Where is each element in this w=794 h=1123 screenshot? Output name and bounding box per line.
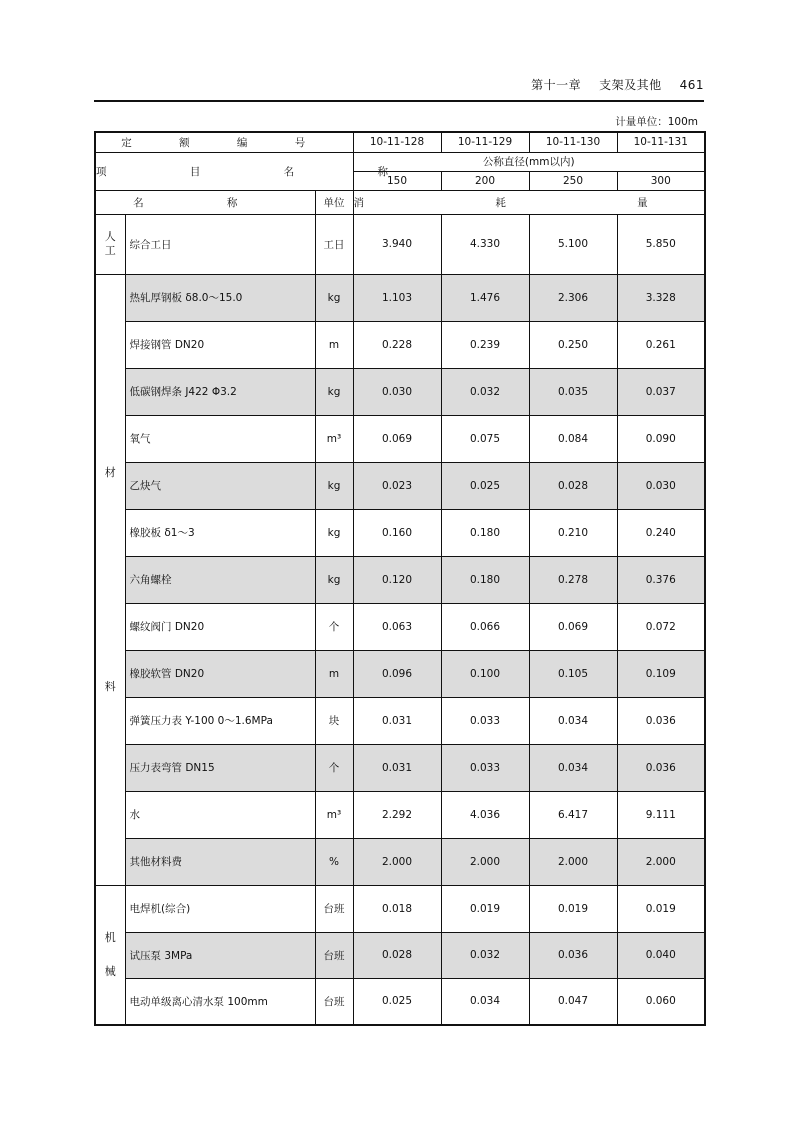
measurement-unit-note: 计量单位：100m xyxy=(615,116,698,128)
consumption-value: 0.025 xyxy=(441,462,529,509)
item-unit: m³ xyxy=(315,415,353,462)
item-name: 氧气 xyxy=(125,415,315,462)
table-row xyxy=(95,274,705,321)
item-unit: 个 xyxy=(315,603,353,650)
consumption-value: 0.160 xyxy=(353,509,441,556)
item-name: 电焊机(综合) xyxy=(125,885,315,932)
category-cell xyxy=(95,274,125,885)
item-name: 其他材料费 xyxy=(125,838,315,885)
table-row xyxy=(95,978,705,1025)
quota-code: 10-11-130 xyxy=(529,132,617,152)
item-unit: % xyxy=(315,838,353,885)
item-unit: m xyxy=(315,321,353,368)
diameter-header-row xyxy=(95,152,705,171)
consumption-value: 0.228 xyxy=(353,321,441,368)
consumption-value: 2.306 xyxy=(529,274,617,321)
quota-code: 10-11-131 xyxy=(617,132,705,152)
consumption-value: 0.036 xyxy=(529,932,617,978)
item-name: 综合工日 xyxy=(125,214,315,274)
table-row xyxy=(95,415,705,462)
quota-code: 10-11-128 xyxy=(353,132,441,152)
category-label: 机 xyxy=(104,930,116,944)
consumption-value: 4.330 xyxy=(441,214,529,274)
consumption-value: 0.019 xyxy=(529,885,617,932)
consumption-value: 0.036 xyxy=(617,697,705,744)
page-number: 461 xyxy=(679,78,704,92)
item-unit: m xyxy=(315,650,353,697)
item-name: 橡胶软管 DN20 xyxy=(125,650,315,697)
consumption-value: 0.035 xyxy=(529,368,617,415)
column-header-row xyxy=(95,190,705,214)
consumption-value: 0.109 xyxy=(617,650,705,697)
table-row xyxy=(95,650,705,697)
item-name: 水 xyxy=(125,791,315,838)
category-label: 料 xyxy=(104,679,116,693)
table-row xyxy=(95,791,705,838)
item-name: 橡胶板 δ1～3 xyxy=(125,509,315,556)
consumption-value: 0.066 xyxy=(441,603,529,650)
category-cell xyxy=(95,885,125,1025)
table-row xyxy=(95,885,705,932)
consumption-value: 0.084 xyxy=(529,415,617,462)
consumption-value: 0.278 xyxy=(529,556,617,603)
consumption-value: 0.028 xyxy=(353,932,441,978)
name-column-header: 名 称 xyxy=(95,190,315,214)
item-name: 试压泵 3MPa xyxy=(125,932,315,978)
table-row xyxy=(95,214,705,274)
diameter-value: 200 xyxy=(441,171,529,190)
section-title: 支架及其他 xyxy=(599,78,662,92)
consumption-value: 2.000 xyxy=(529,838,617,885)
table-row xyxy=(95,603,705,650)
category-label: 人 xyxy=(104,230,116,243)
category-label: 械 xyxy=(104,964,116,978)
consumption-value: 5.850 xyxy=(617,214,705,274)
table-row xyxy=(95,838,705,885)
page-header xyxy=(94,76,704,100)
item-unit: kg xyxy=(315,556,353,603)
item-name: 低碳钢焊条 J422 Φ3.2 xyxy=(125,368,315,415)
item-unit: kg xyxy=(315,274,353,321)
consumption-value: 0.250 xyxy=(529,321,617,368)
consumption-value: 0.034 xyxy=(529,744,617,791)
consumption-value: 0.031 xyxy=(353,697,441,744)
consumption-value: 0.072 xyxy=(617,603,705,650)
consumption-value: 0.239 xyxy=(441,321,529,368)
item-unit: kg xyxy=(315,368,353,415)
category-cell xyxy=(95,214,125,274)
consumption-value: 0.075 xyxy=(441,415,529,462)
table-row xyxy=(95,462,705,509)
item-unit: 块 xyxy=(315,697,353,744)
consumption-value: 0.037 xyxy=(617,368,705,415)
consumption-value: 3.328 xyxy=(617,274,705,321)
item-unit: 台班 xyxy=(315,932,353,978)
consumption-column-header: 消 耗 量 xyxy=(353,190,705,214)
consumption-value: 3.940 xyxy=(353,214,441,274)
item-name: 压力表弯管 DN15 xyxy=(125,744,315,791)
item-name: 弹簧压力表 Y-100 0～1.6MPa xyxy=(125,697,315,744)
consumption-value: 0.090 xyxy=(617,415,705,462)
consumption-value: 9.111 xyxy=(617,791,705,838)
item-unit: m³ xyxy=(315,791,353,838)
item-name: 热轧厚钢板 δ8.0～15.0 xyxy=(125,274,315,321)
item-name: 焊接钢管 DN20 xyxy=(125,321,315,368)
consumption-value: 1.103 xyxy=(353,274,441,321)
item-name: 乙炔气 xyxy=(125,462,315,509)
item-unit: kg xyxy=(315,462,353,509)
table-row xyxy=(95,697,705,744)
consumption-value: 0.033 xyxy=(441,744,529,791)
consumption-value: 1.476 xyxy=(441,274,529,321)
table-row xyxy=(95,744,705,791)
consumption-value: 0.261 xyxy=(617,321,705,368)
consumption-value: 0.034 xyxy=(529,697,617,744)
consumption-value: 0.240 xyxy=(617,509,705,556)
consumption-value: 0.210 xyxy=(529,509,617,556)
consumption-value: 0.028 xyxy=(529,462,617,509)
consumption-value: 0.034 xyxy=(441,978,529,1025)
consumption-value: 0.040 xyxy=(617,932,705,978)
consumption-value: 0.120 xyxy=(353,556,441,603)
chapter-label: 第十一章 xyxy=(531,78,582,92)
consumption-value: 0.105 xyxy=(529,650,617,697)
consumption-value: 0.030 xyxy=(617,462,705,509)
consumption-value: 0.180 xyxy=(441,556,529,603)
header-rule xyxy=(94,100,704,102)
consumption-value: 5.100 xyxy=(529,214,617,274)
consumption-value: 0.032 xyxy=(441,932,529,978)
item-name: 六角螺栓 xyxy=(125,556,315,603)
table-row xyxy=(95,368,705,415)
consumption-value: 0.030 xyxy=(353,368,441,415)
item-unit: 工日 xyxy=(315,214,353,274)
table-row xyxy=(95,932,705,978)
consumption-value: 6.417 xyxy=(529,791,617,838)
code-row xyxy=(95,132,705,152)
consumption-value: 4.036 xyxy=(441,791,529,838)
consumption-value: 0.036 xyxy=(617,744,705,791)
table-row xyxy=(95,321,705,368)
code-label: 定 额 编 号 xyxy=(95,132,353,152)
consumption-value: 0.047 xyxy=(529,978,617,1025)
consumption-value: 0.031 xyxy=(353,744,441,791)
item-name: 电动单级离心清水泵 100mm xyxy=(125,978,315,1025)
diameter-value: 300 xyxy=(617,171,705,190)
item-unit: 台班 xyxy=(315,978,353,1025)
consumption-value: 0.100 xyxy=(441,650,529,697)
consumption-value: 0.025 xyxy=(353,978,441,1025)
table-row xyxy=(95,509,705,556)
quota-code: 10-11-129 xyxy=(441,132,529,152)
diameter-value: 150 xyxy=(353,171,441,190)
consumption-value: 0.018 xyxy=(353,885,441,932)
consumption-value: 0.023 xyxy=(353,462,441,509)
consumption-value: 2.000 xyxy=(441,838,529,885)
unit-column-header: 单位 xyxy=(315,190,353,214)
consumption-value: 0.180 xyxy=(441,509,529,556)
consumption-value: 0.096 xyxy=(353,650,441,697)
item-name-label: 项 目 名 称 xyxy=(95,152,353,190)
table-row xyxy=(95,556,705,603)
diameter-label: 公称直径(mm以内) xyxy=(353,152,705,171)
item-name: 螺纹阀门 DN20 xyxy=(125,603,315,650)
consumption-value: 0.376 xyxy=(617,556,705,603)
consumption-value: 0.032 xyxy=(441,368,529,415)
consumption-value: 0.069 xyxy=(353,415,441,462)
consumption-value: 2.000 xyxy=(353,838,441,885)
consumption-value: 0.019 xyxy=(617,885,705,932)
consumption-value: 2.000 xyxy=(617,838,705,885)
consumption-value: 2.292 xyxy=(353,791,441,838)
consumption-value: 0.069 xyxy=(529,603,617,650)
item-unit: kg xyxy=(315,509,353,556)
item-unit: 个 xyxy=(315,744,353,791)
consumption-value: 0.019 xyxy=(441,885,529,932)
consumption-value: 0.063 xyxy=(353,603,441,650)
category-label: 材 xyxy=(104,465,116,479)
consumption-value: 0.033 xyxy=(441,697,529,744)
item-unit: 台班 xyxy=(315,885,353,932)
diameter-value: 250 xyxy=(529,171,617,190)
consumption-value: 0.060 xyxy=(617,978,705,1025)
category-label: 工 xyxy=(104,244,116,257)
quota-table xyxy=(94,131,712,1026)
